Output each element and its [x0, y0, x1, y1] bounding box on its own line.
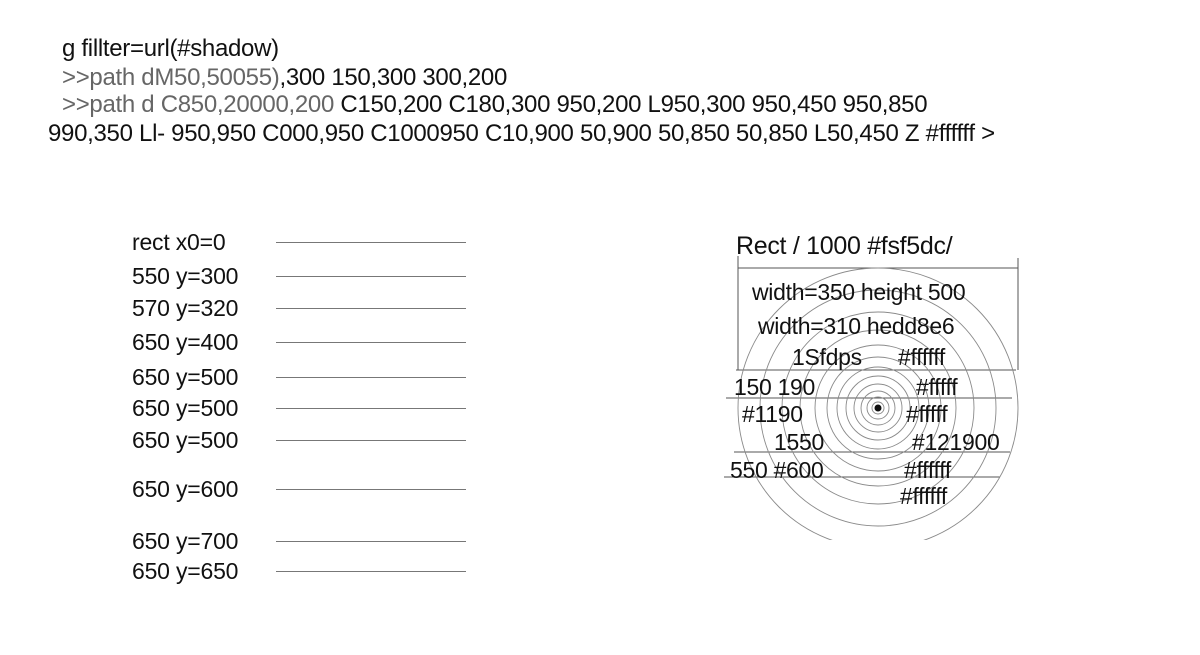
- list-item: [132, 527, 472, 555]
- list-item: [132, 294, 472, 322]
- list-item: [132, 363, 472, 391]
- list-item-rule: [276, 377, 466, 378]
- list-item: [132, 328, 472, 356]
- list-item: [132, 475, 472, 503]
- list-item-label: 650 y=500: [132, 426, 239, 453]
- list-item-rule: [276, 541, 466, 542]
- code-line-2-rest: ,300 150,300 300,200: [279, 64, 508, 91]
- code-line-4: 990,350 Ll- 950,950 C000,950 C1000950 C10,900 50,900 50,850 50,850 L50,450 Z #ffffff >: [48, 120, 995, 147]
- list-item-rule: [276, 408, 466, 409]
- spiral-line: 550 #600: [730, 457, 824, 483]
- code-line-3-rest: C150,200 C180,300 950,200 L950,300 950,450 950,850: [334, 91, 928, 118]
- spiral-line: #121900: [912, 429, 1000, 455]
- list-item: [132, 394, 472, 422]
- code-line-1: g fillter=url(#shadow): [62, 35, 279, 62]
- list-item-rule: [276, 489, 466, 490]
- spiral-line: 1550: [774, 429, 824, 455]
- list-item-label: 570 y=320: [132, 294, 239, 321]
- spiral-line: #ffffff: [900, 483, 947, 509]
- code-line-3: [62, 91, 927, 119]
- spiral-line: #ffffff: [898, 344, 945, 370]
- spiral-line: 150 190: [734, 374, 816, 400]
- list-item-label: 650 y=500: [132, 363, 239, 390]
- spiral-line: 1Sfdps: [792, 344, 862, 370]
- list-item: [132, 228, 472, 256]
- list-item: [132, 557, 472, 585]
- code-line-3-prefix: >>path d C850,20000,200: [62, 91, 335, 118]
- list-item-rule: [276, 571, 466, 572]
- spiral-line: #1190: [742, 401, 803, 427]
- spiral-line: width=350 height 500: [752, 279, 966, 305]
- list-item: [132, 262, 472, 290]
- list-item-rule: [276, 242, 466, 243]
- center-dot: [875, 405, 882, 412]
- list-item-rule: [276, 440, 466, 441]
- list-item-label: 650 y=500: [132, 394, 239, 421]
- spiral-line: width=310 hedd8e6: [758, 313, 955, 339]
- spiral-block: [700, 220, 1060, 540]
- list-item-rule: [276, 308, 466, 309]
- list-item: [132, 426, 472, 454]
- spiral-title: Rect / 1000 #fsf5dc/: [736, 232, 953, 260]
- code-line-2-prefix: >>path dM50,50055): [62, 64, 280, 91]
- list-item-label: 650 y=400: [132, 328, 239, 355]
- spiral-line: #fffff: [906, 401, 948, 427]
- code-line-2: [62, 64, 507, 92]
- spiral-line: #fffff: [916, 374, 958, 400]
- list-item-rule: [276, 342, 466, 343]
- list-item-label: rect x0=0: [132, 228, 226, 255]
- list-item-label: 550 y=300: [132, 262, 239, 289]
- list-item-rule: [276, 276, 466, 277]
- list-item-label: 650 y=650: [132, 557, 239, 584]
- list-item-label: 650 y=600: [132, 475, 239, 502]
- list-item-label: 650 y=700: [132, 527, 239, 554]
- spiral-line: #ffffff: [904, 457, 951, 483]
